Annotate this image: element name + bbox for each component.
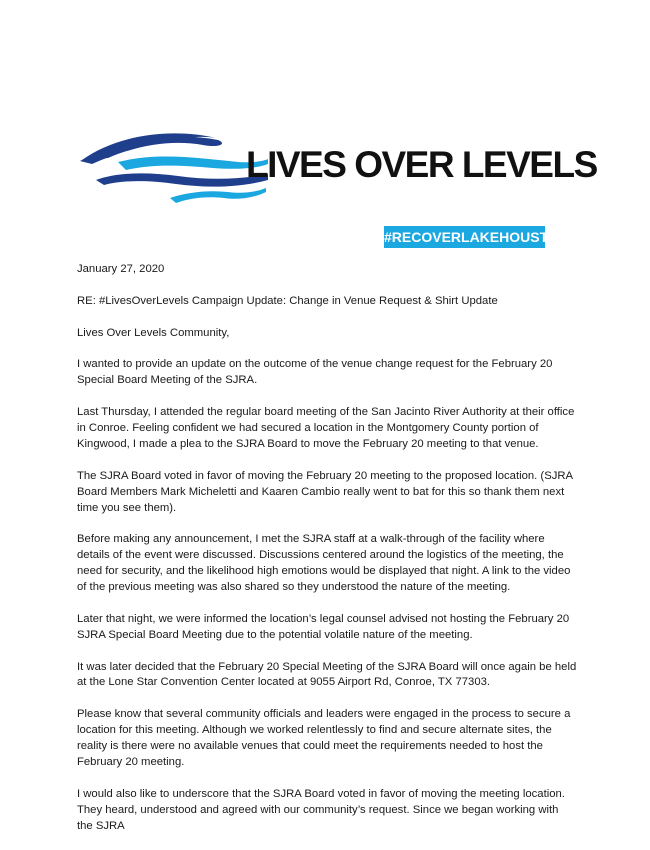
paragraph: I wanted to provide an update on the outcome of the venue change request for the February 20 Special Board Meeting of the SJRA. <box>77 358 553 387</box>
letter-date: January 27, 2020 <box>77 263 165 275</box>
letter-subject: RE: #LivesOverLevels Campaign Update: Change in Venue Request & Shirt Update <box>77 294 498 307</box>
letter-body <box>77 262 577 850</box>
hashtag-badge: #RECOVERLAKEHOUSTON <box>384 226 545 248</box>
paragraph: Later that night, we were informed the location’s legal counsel advised not hosting the February 20 SJRA Special Board Meeting due to the potential volatile nature of the meeting. <box>77 612 570 641</box>
lower-dark-wave <box>96 173 268 186</box>
paragraph: Please know that several community officials and leaders were engaged in the process to secure a location for this meeting. Although we worked relentlessly to find and secure alternate sites, the reality is there were no available venues that could meet the requirements needed to host the February 20 meeting. <box>77 708 571 768</box>
wave-logo-icon <box>78 128 268 208</box>
paragraph: It was later decided that the February 20 Special Meeting of the SJRA Board will once again be held at the Lone Star Convention Center located at 9055 Airport Rd, Conroe, TX 77303. <box>77 660 577 689</box>
brand-name: LIVES OVER LEVELS <box>246 144 597 185</box>
bottom-light-wave <box>170 188 266 203</box>
letter-greeting: Lives Over Levels Community, <box>77 326 230 339</box>
paragraph: Before making any announcement, I met the SJRA staff at a walk-through of the facility where details of the event were discussed. Discussions centered around the logistics of the meeting, the need for security, and the likelihood high emotions would be displayed that night. A link to the video of the previous meeting was also shared so they understood the nature of the meeting. <box>77 533 571 594</box>
paragraph: The SJRA Board voted in favor of moving the February 20 meeting to the proposed location. (SJRA Board Members Mark Micheletti and Kaaren Cambio really went to bat for this so thank them next time you see them). <box>77 469 573 514</box>
paragraph: Last Thursday, I attended the regular board meeting of the San Jacinto River Authority at their office in Conroe. Feeling confident we had secured a location in the Montgomery County portion of Kingwood, I made a plea to the SJRA Board to move the February 20 meeting to that venue. <box>77 406 575 450</box>
paragraph: I would also like to underscore that the SJRA Board voted in favor of moving the meeting location. They heard, understood and agreed with our community’s request. Since we began working with the SJRA <box>77 787 565 832</box>
